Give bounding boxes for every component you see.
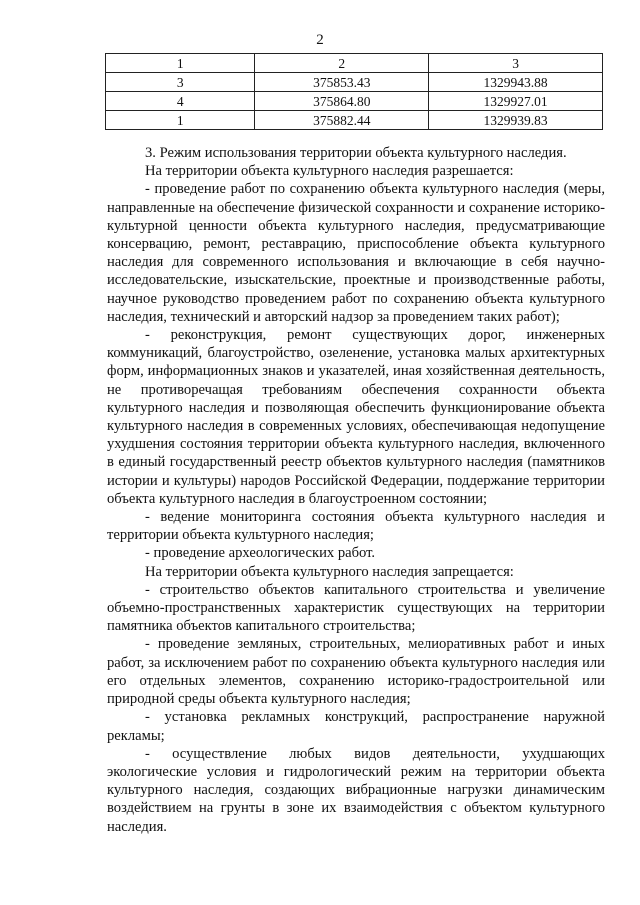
permitted-item: - реконструкция, ремонт существующих дорог, инженерных коммуникаций, благоустройство, озеленение, установка малых архитектурных форм, информационных знаков и указателей, иная хозяйственная деятельность, не противоречащая требованиям обеспечения сохранности объекта культурного наследия и позволяющая обеспечить функционирование объекта культурного наследия в современных условиях, обеспечивающая недопущение ухудшения состояния территории объекта культурного наследия, включенного в единый государственный реестр объектов культурного наследия (памятников истории и культуры) народов Российской Федерации, поддержание территории объекта культурного наследия в благоустроенном состоянии;: [107, 327, 605, 507]
x-coordinate-cell: 375864.80: [255, 92, 429, 111]
x-coordinate-cell: 375882.44: [255, 111, 429, 130]
point-number-cell: 1: [106, 111, 255, 130]
table-header-cell: 1: [106, 54, 255, 73]
x-coordinate-cell: 375853.43: [255, 73, 429, 92]
permitted-item: - ведение мониторинга состояния объекта культурного наследия и территории объекта культурного наследия;: [107, 509, 605, 544]
table-header-cell: 2: [255, 54, 429, 73]
prohibited-item: - установка рекламных конструкций, распространение наружной рекламы;: [107, 709, 605, 744]
table-row: [106, 73, 603, 92]
point-number-cell: 3: [106, 73, 255, 92]
table-header-cell: 3: [429, 54, 603, 73]
y-coordinate-cell: 1329943.88: [429, 73, 603, 92]
prohibited-item: - осуществление любых видов деятельности, ухудшающих экологические условия и гидрологический режим на территории объекта культурного наследия, создающих вибрационные нагрузки динамическим воздействием на грунты в зоне их взаимодействия с объектом культурного наследия.: [107, 745, 605, 835]
section-heading: 3. Режим использования территории объекта культурного наследия.: [145, 145, 567, 161]
prohibited-intro: На территории объекта культурного наследия запрещается:: [145, 563, 514, 580]
coordinates-table: [105, 53, 603, 130]
document-body: [107, 144, 605, 836]
page-number: 2: [316, 32, 324, 48]
table-header-row: [106, 54, 603, 73]
prohibited-item: - строительство объектов капитального строительства и увеличение объемно-пространственных характеристик существующих на территории памятника объектов капитального строительства;: [107, 581, 605, 635]
permitted-item: - проведение работ по сохранению объекта культурного наследия (меры, направленные на обеспечение физической сохранности и сохранение историко-культурной ценности объекта культурного наследия, предусматривающие консервацию, ремонт, реставрацию, приспособление объекта культурного наследия для современного использования и включающие в себя научно-исследовательские, изыскательские, проектные и производственные работы, научное руководство проведением работ по сохранению объекта культурного наследия, технический и авторский надзор за проведением таких работ);: [107, 181, 605, 325]
prohibited-item: - проведение земляных, строительных, мелиоративных работ и иных работ, за исключением работ по сохранению объекта культурного наследия или его отдельных элементов, сохранению историко-градостроительной или природной среды объекта культурного наследия;: [107, 636, 605, 708]
y-coordinate-cell: 1329927.01: [429, 92, 603, 111]
table-row: [106, 92, 603, 111]
permitted-intro: На территории объекта культурного наследия разрешается:: [145, 163, 514, 180]
y-coordinate-cell: 1329939.83: [429, 111, 603, 130]
point-number-cell: 4: [106, 92, 255, 111]
table-row: [106, 111, 603, 130]
permitted-item: - проведение археологических работ.: [145, 545, 376, 562]
